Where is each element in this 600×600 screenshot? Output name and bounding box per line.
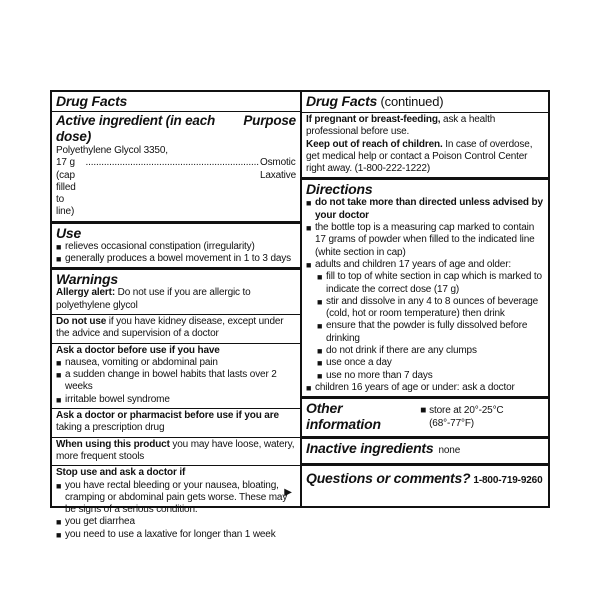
pregnancy-section bbox=[302, 112, 548, 177]
active-ingredient-heading: Active ingredient (in each dose) bbox=[56, 113, 216, 144]
ask-doctor-heading: Ask a doctor before use if you have bbox=[56, 344, 220, 356]
questions-section bbox=[302, 463, 548, 489]
bullet-icon: ■ bbox=[317, 358, 323, 369]
drug-facts-title: Drug Facts bbox=[56, 93, 128, 109]
questions-heading: Questions or comments? bbox=[306, 469, 471, 486]
inactive-ingredients-section bbox=[302, 436, 548, 462]
list-item bbox=[306, 357, 544, 369]
bullet-icon: ■ bbox=[56, 480, 62, 491]
warnings-section bbox=[52, 267, 300, 543]
list-item bbox=[306, 370, 544, 382]
direction-text: fill to top of white section in cap which is marked to indicate the correct dose (17 g) bbox=[326, 271, 542, 295]
allergy-alert: Allergy alert: Do not use if you are allergic to polyethylene glycol bbox=[56, 287, 251, 311]
ingredient-dose: 17 g (cap filled to line) bbox=[56, 157, 76, 218]
direction-text: use once a day bbox=[326, 357, 392, 369]
bullet-icon: ■ bbox=[56, 394, 62, 405]
inactive-ingredients-text: none bbox=[438, 445, 461, 457]
left-column bbox=[52, 92, 302, 540]
directions-section bbox=[302, 177, 548, 396]
bullet-icon: ■ bbox=[56, 529, 62, 540]
drug-facts-title-section bbox=[52, 92, 300, 111]
direction-text: the bottle top is a measuring cap marked to contain 17 grams of powder when filled to the indicated line (white section in cap) bbox=[315, 222, 535, 258]
use-heading: Use bbox=[56, 224, 82, 241]
other-information-section bbox=[302, 396, 548, 436]
list-item bbox=[306, 345, 544, 357]
list-item: ■ nausea, vomiting or abdominal pain bbox=[56, 356, 218, 368]
list-item bbox=[306, 296, 544, 321]
direction-text: children 16 years of age or under: ask a doctor bbox=[315, 381, 515, 393]
list-item bbox=[306, 197, 544, 222]
bullet-icon: ■ bbox=[317, 321, 323, 332]
direction-text: do not drink if there are any clumps bbox=[326, 345, 477, 357]
bullet-icon: ■ bbox=[56, 370, 62, 381]
stop-use-heading: Stop use and ask a doctor if bbox=[56, 467, 186, 479]
directions-heading: Directions bbox=[306, 181, 373, 198]
other-information-heading: Other information bbox=[306, 400, 381, 433]
directions-list bbox=[306, 197, 544, 394]
bullet-icon: ■ bbox=[306, 382, 312, 393]
list-item: ■ you have rectal bleeding or your nausea, bloating, cramping or abdominal pain gets worse. These may be signs of a serious condition. bbox=[56, 479, 288, 516]
pregnancy-warning: If pregnant or breast-feeding, ask a health professional before use. bbox=[306, 114, 496, 138]
bullet-icon: ■ bbox=[56, 517, 62, 528]
divider bbox=[52, 408, 300, 409]
do-not-use: Do not use if you have kidney disease, except under the advice and supervision of a doctor bbox=[56, 315, 284, 340]
right-column bbox=[302, 92, 548, 506]
direction-text: adults and children 17 years of age and older: bbox=[315, 258, 512, 270]
divider bbox=[52, 437, 300, 438]
list-item bbox=[306, 320, 544, 345]
list-item: ■ relieves occasional constipation (irregularity) bbox=[56, 240, 255, 252]
bullet-icon: ■ bbox=[56, 241, 62, 252]
dot-leader: .................................................................. bbox=[85, 157, 259, 169]
continue-arrow-icon: ▶ bbox=[284, 487, 292, 498]
divider bbox=[52, 465, 300, 466]
list-item: ■ you get diarrhea bbox=[56, 516, 135, 528]
bullet-icon: ■ bbox=[420, 405, 427, 417]
bullet-icon: ■ bbox=[306, 198, 312, 209]
bullet-icon: ■ bbox=[56, 357, 62, 368]
ask-pharmacist: Ask a doctor or pharmacist before use if you are taking a prescription drug bbox=[56, 410, 279, 434]
list-item bbox=[306, 222, 544, 259]
bullet-icon: ■ bbox=[317, 296, 323, 307]
list-item bbox=[306, 271, 544, 296]
when-using: When using this product you may have loose, watery, more frequent stools bbox=[56, 438, 295, 462]
bullet-icon: ■ bbox=[317, 272, 323, 283]
direction-text: ensure that the powder is fully dissolved before drinking bbox=[326, 320, 528, 344]
direction-text: do not take more than directed unless advised by your doctor bbox=[315, 197, 543, 221]
ingredient-purpose: Osmotic Laxative bbox=[259, 157, 296, 181]
purpose-heading: Purpose bbox=[243, 113, 296, 128]
direction-text: stir and dissolve in any 4 to 8 ounces of beverage (cold, hot or room temperature) then drink bbox=[326, 295, 539, 320]
use-section bbox=[52, 221, 300, 268]
active-ingredient-section bbox=[52, 111, 300, 221]
drug-facts-continued-title-section bbox=[302, 92, 548, 112]
bullet-icon: ■ bbox=[306, 259, 312, 270]
divider bbox=[52, 343, 300, 344]
drug-facts-continued-title: Drug Facts (continued) bbox=[306, 93, 444, 109]
divider bbox=[52, 314, 300, 315]
bullet-icon: ■ bbox=[56, 254, 62, 265]
list-item: ■ irritable bowel syndrome bbox=[56, 393, 170, 405]
list-item: ■ you need to use a laxative for longer than 1 week bbox=[56, 528, 276, 540]
keep-out-of-reach: Keep out of reach of children. In case of overdose, get medical help or contact a Poison Control Center right away. (1-800-222-1222) bbox=[306, 138, 533, 175]
list-item bbox=[306, 382, 544, 394]
inactive-ingredients-heading: Inactive ingredients bbox=[306, 440, 434, 457]
warnings-heading: Warnings bbox=[56, 271, 118, 288]
ingredient-name: Polyethylene Glycol 3350, bbox=[56, 145, 168, 156]
drug-facts-panel bbox=[50, 90, 550, 540]
list-item: ■ a sudden change in bowel habits that lasts over 2 weeks bbox=[56, 369, 277, 393]
phone-number: 1-800-719-9260 bbox=[473, 474, 543, 486]
list-item bbox=[306, 259, 544, 271]
bullet-icon: ■ bbox=[317, 346, 323, 357]
bullet-icon: ■ bbox=[317, 370, 323, 381]
list-item: ■ generally produces a bowel movement in 1 to 3 days bbox=[56, 253, 291, 265]
direction-text: use no more than 7 days bbox=[326, 369, 433, 381]
bullet-icon: ■ bbox=[306, 223, 312, 234]
storage-text: store at 20°-25°C (68°-77°F) bbox=[429, 405, 504, 429]
